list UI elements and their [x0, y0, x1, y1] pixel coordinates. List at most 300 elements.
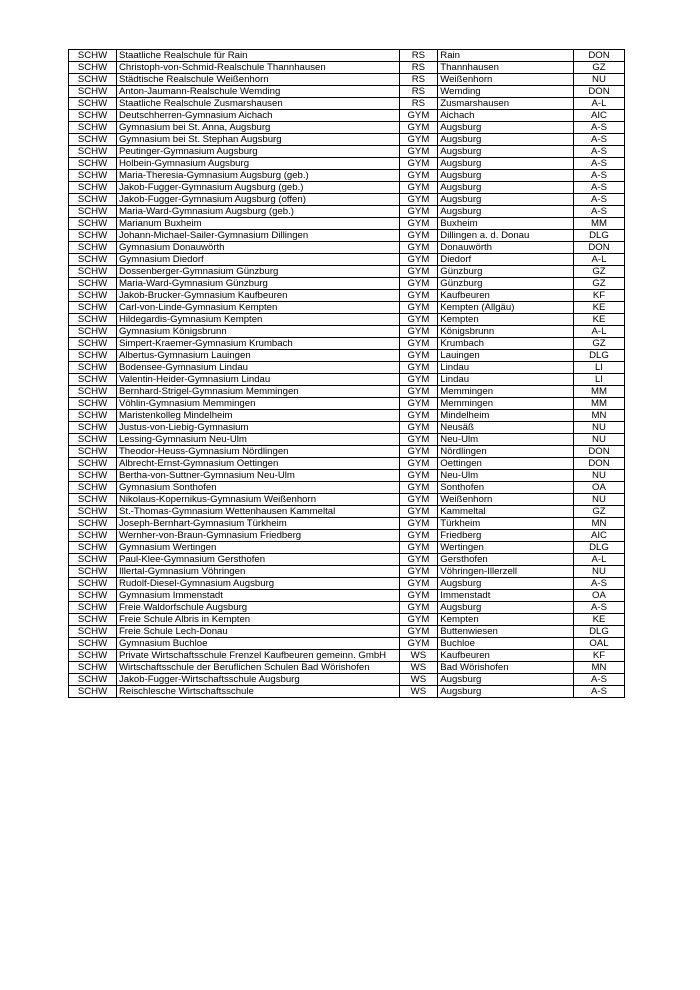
school-type-cell: GYM — [399, 554, 438, 566]
district-cell: NU — [573, 494, 624, 506]
region-cell: SCHW — [69, 446, 117, 458]
city-cell: Kempten — [438, 314, 574, 326]
school-name-cell: Freie Waldorfschule Augsburg — [116, 602, 399, 614]
district-cell: MM — [573, 218, 624, 230]
district-cell: A-S — [573, 686, 624, 698]
school-type-cell: WS — [399, 686, 438, 698]
table-row — [69, 458, 625, 470]
table-row — [69, 626, 625, 638]
table-row — [69, 662, 625, 674]
school-name-cell: Städtische Realschule Weißenhorn — [116, 74, 399, 86]
school-name-cell: Maria-Ward-Gymnasium Augsburg (geb.) — [116, 206, 399, 218]
city-cell: Lindau — [438, 374, 574, 386]
school-type-cell: GYM — [399, 254, 438, 266]
region-cell: SCHW — [69, 638, 117, 650]
city-cell: Augsburg — [438, 122, 574, 134]
city-cell: Augsburg — [438, 170, 574, 182]
school-name-cell: Anton-Jaumann-Realschule Wemding — [116, 86, 399, 98]
region-cell: SCHW — [69, 182, 117, 194]
city-cell: Memmingen — [438, 398, 574, 410]
district-cell: NU — [573, 566, 624, 578]
region-cell: SCHW — [69, 482, 117, 494]
city-cell: Augsburg — [438, 194, 574, 206]
city-cell: Augsburg — [438, 158, 574, 170]
school-name-cell: Deutschherren-Gymnasium Aichach — [116, 110, 399, 122]
city-cell: Günzburg — [438, 278, 574, 290]
table-row — [69, 530, 625, 542]
table-row — [69, 362, 625, 374]
table-row — [69, 566, 625, 578]
district-cell: MN — [573, 662, 624, 674]
city-cell: Kempten (Allgäu) — [438, 302, 574, 314]
table-row — [69, 422, 625, 434]
school-type-cell: GYM — [399, 386, 438, 398]
city-cell: Wemding — [438, 86, 574, 98]
table-row — [69, 194, 625, 206]
region-cell: SCHW — [69, 530, 117, 542]
table-row — [69, 218, 625, 230]
school-name-cell: Maria-Ward-Gymnasium Günzburg — [116, 278, 399, 290]
district-cell: A-S — [573, 170, 624, 182]
table-row — [69, 266, 625, 278]
city-cell: Augsburg — [438, 134, 574, 146]
school-type-cell: GYM — [399, 362, 438, 374]
school-name-cell: Valentin-Heider-Gymnasium Lindau — [116, 374, 399, 386]
school-name-cell: Albrecht-Ernst-Gymnasium Oettingen — [116, 458, 399, 470]
school-name-cell: Gymnasium bei St. Stephan Augsburg — [116, 134, 399, 146]
school-type-cell: GYM — [399, 326, 438, 338]
school-type-cell: GYM — [399, 110, 438, 122]
region-cell: SCHW — [69, 110, 117, 122]
school-name-cell: Holbein-Gymnasium Augsburg — [116, 158, 399, 170]
region-cell: SCHW — [69, 314, 117, 326]
city-cell: Neu-Ulm — [438, 470, 574, 482]
school-name-cell: Bertha-von-Suttner-Gymnasium Neu-Ulm — [116, 470, 399, 482]
district-cell: OA — [573, 590, 624, 602]
district-cell: DON — [573, 242, 624, 254]
district-cell: A-S — [573, 182, 624, 194]
table-row — [69, 158, 625, 170]
region-cell: SCHW — [69, 662, 117, 674]
school-type-cell: RS — [399, 50, 438, 62]
region-cell: SCHW — [69, 278, 117, 290]
school-name-cell: Private Wirtschaftsschule Frenzel Kaufbeuren gemeinn. GmbH — [116, 650, 399, 662]
region-cell: SCHW — [69, 578, 117, 590]
region-cell: SCHW — [69, 374, 117, 386]
school-type-cell: GYM — [399, 338, 438, 350]
region-cell: SCHW — [69, 434, 117, 446]
school-type-cell: GYM — [399, 290, 438, 302]
school-name-cell: Bodensee-Gymnasium Lindau — [116, 362, 399, 374]
district-cell: DON — [573, 86, 624, 98]
table-row — [69, 338, 625, 350]
district-cell: A-S — [573, 602, 624, 614]
school-type-cell: GYM — [399, 146, 438, 158]
region-cell: SCHW — [69, 422, 117, 434]
school-type-cell: GYM — [399, 614, 438, 626]
school-type-cell: GYM — [399, 530, 438, 542]
table-row — [69, 302, 625, 314]
table-row — [69, 386, 625, 398]
school-name-cell: Gymnasium Diedorf — [116, 254, 399, 266]
table-row — [69, 242, 625, 254]
table-row — [69, 434, 625, 446]
region-cell: SCHW — [69, 170, 117, 182]
city-cell: Neusäß — [438, 422, 574, 434]
district-cell: A-L — [573, 98, 624, 110]
city-cell: Krumbach — [438, 338, 574, 350]
district-cell: A-S — [573, 158, 624, 170]
city-cell: Augsburg — [438, 578, 574, 590]
region-cell: SCHW — [69, 194, 117, 206]
table-row — [69, 314, 625, 326]
table-row — [69, 482, 625, 494]
school-name-cell: Maristenkolleg Mindelheim — [116, 410, 399, 422]
city-cell: Buttenwiesen — [438, 626, 574, 638]
city-cell: Lauingen — [438, 350, 574, 362]
city-cell: Aichach — [438, 110, 574, 122]
school-type-cell: RS — [399, 98, 438, 110]
district-cell: A-L — [573, 254, 624, 266]
school-type-cell: GYM — [399, 566, 438, 578]
region-cell: SCHW — [69, 350, 117, 362]
table-row — [69, 638, 625, 650]
school-name-cell: Jakob-Fugger-Gymnasium Augsburg (offen) — [116, 194, 399, 206]
district-cell: GZ — [573, 278, 624, 290]
district-cell: DLG — [573, 230, 624, 242]
school-type-cell: GYM — [399, 518, 438, 530]
district-cell: DLG — [573, 350, 624, 362]
region-cell: SCHW — [69, 290, 117, 302]
region-cell: SCHW — [69, 62, 117, 74]
region-cell: SCHW — [69, 74, 117, 86]
school-name-cell: Justus-von-Liebig-Gymnasium — [116, 422, 399, 434]
district-cell: DON — [573, 446, 624, 458]
school-type-cell: GYM — [399, 446, 438, 458]
table-row — [69, 590, 625, 602]
city-cell: Türkheim — [438, 518, 574, 530]
city-cell: Günzburg — [438, 266, 574, 278]
school-name-cell: Dossenberger-Gymnasium Günzburg — [116, 266, 399, 278]
district-cell: DLG — [573, 626, 624, 638]
school-type-cell: GYM — [399, 578, 438, 590]
school-name-cell: Wernher-von-Braun-Gymnasium Friedberg — [116, 530, 399, 542]
city-cell: Weißenhorn — [438, 74, 574, 86]
city-cell: Friedberg — [438, 530, 574, 542]
school-name-cell: Freie Schule Albris in Kempten — [116, 614, 399, 626]
school-name-cell: Theodor-Heuss-Gymnasium Nördlingen — [116, 446, 399, 458]
region-cell: SCHW — [69, 206, 117, 218]
school-type-cell: GYM — [399, 134, 438, 146]
region-cell: SCHW — [69, 242, 117, 254]
school-type-cell: WS — [399, 662, 438, 674]
table-row — [69, 650, 625, 662]
school-name-cell: Staatliche Realschule Zusmarshausen — [116, 98, 399, 110]
region-cell: SCHW — [69, 494, 117, 506]
region-cell: SCHW — [69, 254, 117, 266]
school-name-cell: Peutinger-Gymnasium Augsburg — [116, 146, 399, 158]
region-cell: SCHW — [69, 338, 117, 350]
city-cell: Augsburg — [438, 146, 574, 158]
table-row — [69, 446, 625, 458]
table-row — [69, 554, 625, 566]
school-type-cell: GYM — [399, 542, 438, 554]
district-cell: NU — [573, 470, 624, 482]
city-cell: Nördlingen — [438, 446, 574, 458]
table-row — [69, 50, 625, 62]
school-type-cell: GYM — [399, 638, 438, 650]
school-type-cell: GYM — [399, 242, 438, 254]
table-row — [69, 62, 625, 74]
region-cell: SCHW — [69, 470, 117, 482]
district-cell: A-S — [573, 134, 624, 146]
table-row — [69, 98, 625, 110]
school-name-cell: Lessing-Gymnasium Neu-Ulm — [116, 434, 399, 446]
district-cell: MN — [573, 518, 624, 530]
school-name-cell: Jakob-Brucker-Gymnasium Kaufbeuren — [116, 290, 399, 302]
district-cell: NU — [573, 434, 624, 446]
table-row — [69, 74, 625, 86]
table-row — [69, 374, 625, 386]
city-cell: Augsburg — [438, 686, 574, 698]
school-name-cell: Simpert-Kraemer-Gymnasium Krumbach — [116, 338, 399, 350]
school-name-cell: Gymnasium bei St. Anna, Augsburg — [116, 122, 399, 134]
district-cell: MM — [573, 386, 624, 398]
table-row — [69, 578, 625, 590]
city-cell: Kaufbeuren — [438, 290, 574, 302]
region-cell: SCHW — [69, 146, 117, 158]
district-cell: AIC — [573, 110, 624, 122]
city-cell: Lindau — [438, 362, 574, 374]
region-cell: SCHW — [69, 86, 117, 98]
school-type-cell: GYM — [399, 314, 438, 326]
region-cell: SCHW — [69, 626, 117, 638]
school-type-cell: GYM — [399, 494, 438, 506]
school-name-cell: Joseph-Bernhart-Gymnasium Türkheim — [116, 518, 399, 530]
district-cell: A-S — [573, 122, 624, 134]
school-name-cell: Gymnasium Wertingen — [116, 542, 399, 554]
school-type-cell: GYM — [399, 458, 438, 470]
district-cell: NU — [573, 422, 624, 434]
region-cell: SCHW — [69, 386, 117, 398]
district-cell: LI — [573, 374, 624, 386]
school-type-cell: GYM — [399, 218, 438, 230]
city-cell: Wertingen — [438, 542, 574, 554]
city-cell: Kempten — [438, 614, 574, 626]
city-cell: Augsburg — [438, 206, 574, 218]
school-name-cell: Gymnasium Immenstadt — [116, 590, 399, 602]
table-row — [69, 122, 625, 134]
district-cell: KF — [573, 650, 624, 662]
table-row — [69, 494, 625, 506]
region-cell: SCHW — [69, 266, 117, 278]
school-type-cell: GYM — [399, 434, 438, 446]
city-cell: Buxheim — [438, 218, 574, 230]
school-type-cell: GYM — [399, 194, 438, 206]
region-cell: SCHW — [69, 158, 117, 170]
school-type-cell: GYM — [399, 122, 438, 134]
school-type-cell: GYM — [399, 422, 438, 434]
school-type-cell: GYM — [399, 398, 438, 410]
city-cell: Augsburg — [438, 674, 574, 686]
region-cell: SCHW — [69, 614, 117, 626]
district-cell: KF — [573, 290, 624, 302]
region-cell: SCHW — [69, 134, 117, 146]
district-cell: GZ — [573, 338, 624, 350]
district-cell: GZ — [573, 266, 624, 278]
city-cell: Mindelheim — [438, 410, 574, 422]
school-name-cell: Gymnasium Sonthofen — [116, 482, 399, 494]
region-cell: SCHW — [69, 98, 117, 110]
school-type-cell: RS — [399, 74, 438, 86]
city-cell: Königsbrunn — [438, 326, 574, 338]
table-row — [69, 170, 625, 182]
city-cell: Weißenhorn — [438, 494, 574, 506]
city-cell: Bad Wörishofen — [438, 662, 574, 674]
school-type-cell: GYM — [399, 626, 438, 638]
region-cell: SCHW — [69, 542, 117, 554]
district-cell: DON — [573, 458, 624, 470]
school-type-cell: GYM — [399, 230, 438, 242]
city-cell: Kammeltal — [438, 506, 574, 518]
city-cell: Augsburg — [438, 182, 574, 194]
table-row — [69, 518, 625, 530]
table-row — [69, 230, 625, 242]
school-name-cell: Christoph-von-Schmid-Realschule Thannhausen — [116, 62, 399, 74]
district-cell: KE — [573, 614, 624, 626]
district-cell: A-S — [573, 206, 624, 218]
school-type-cell: GYM — [399, 482, 438, 494]
school-type-cell: GYM — [399, 350, 438, 362]
school-name-cell: Illertal-Gymnasium Vöhringen — [116, 566, 399, 578]
school-type-cell: GYM — [399, 590, 438, 602]
table-row — [69, 614, 625, 626]
region-cell: SCHW — [69, 218, 117, 230]
school-name-cell: Gymnasium Königsbrunn — [116, 326, 399, 338]
table-row — [69, 254, 625, 266]
table-row — [69, 278, 625, 290]
city-cell: Buchloe — [438, 638, 574, 650]
school-name-cell: Jakob-Fugger-Gymnasium Augsburg (geb.) — [116, 182, 399, 194]
city-cell: Immenstadt — [438, 590, 574, 602]
school-type-cell: GYM — [399, 266, 438, 278]
school-name-cell: Maria-Theresia-Gymnasium Augsburg (geb.) — [116, 170, 399, 182]
city-cell: Rain — [438, 50, 574, 62]
region-cell: SCHW — [69, 590, 117, 602]
region-cell: SCHW — [69, 518, 117, 530]
school-type-cell: WS — [399, 674, 438, 686]
table-row — [69, 686, 625, 698]
school-type-cell: GYM — [399, 206, 438, 218]
city-cell: Memmingen — [438, 386, 574, 398]
school-type-cell: GYM — [399, 602, 438, 614]
city-cell: Augsburg — [438, 602, 574, 614]
table-row — [69, 410, 625, 422]
table-row — [69, 86, 625, 98]
district-cell: LI — [573, 362, 624, 374]
district-cell: AIC — [573, 530, 624, 542]
school-name-cell: Wirtschaftsschule der Beruflichen Schulen Bad Wörishofen — [116, 662, 399, 674]
school-name-cell: Hildegardis-Gymnasium Kempten — [116, 314, 399, 326]
school-type-cell: GYM — [399, 278, 438, 290]
region-cell: SCHW — [69, 302, 117, 314]
region-cell: SCHW — [69, 650, 117, 662]
city-cell: Neu-Ulm — [438, 434, 574, 446]
school-name-cell: Marianum Buxheim — [116, 218, 399, 230]
school-name-cell: Reischlesche Wirtschaftsschule — [116, 686, 399, 698]
table-row — [69, 182, 625, 194]
region-cell: SCHW — [69, 458, 117, 470]
table-row — [69, 134, 625, 146]
district-cell: GZ — [573, 506, 624, 518]
table-row — [69, 206, 625, 218]
school-name-cell: Gymnasium Donauwörth — [116, 242, 399, 254]
city-cell: Thannhausen — [438, 62, 574, 74]
school-name-cell: Johann-Michael-Sailer-Gymnasium Dillingen — [116, 230, 399, 242]
table-row — [69, 674, 625, 686]
school-name-cell: Jakob-Fugger-Wirtschaftsschule Augsburg — [116, 674, 399, 686]
table-row — [69, 398, 625, 410]
city-cell: Sonthofen — [438, 482, 574, 494]
region-cell: SCHW — [69, 122, 117, 134]
table-row — [69, 470, 625, 482]
region-cell: SCHW — [69, 326, 117, 338]
school-name-cell: Rudolf-Diesel-Gymnasium Augsburg — [116, 578, 399, 590]
school-name-cell: Nikolaus-Kopernikus-Gymnasium Weißenhorn — [116, 494, 399, 506]
table-row — [69, 602, 625, 614]
region-cell: SCHW — [69, 362, 117, 374]
school-type-cell: RS — [399, 86, 438, 98]
table-row — [69, 110, 625, 122]
district-cell: OAL — [573, 638, 624, 650]
district-cell: MM — [573, 398, 624, 410]
district-cell: MN — [573, 410, 624, 422]
school-type-cell: GYM — [399, 410, 438, 422]
school-name-cell: Vöhlin-Gymnasium Memmingen — [116, 398, 399, 410]
school-type-cell: WS — [399, 650, 438, 662]
region-cell: SCHW — [69, 602, 117, 614]
school-table — [68, 49, 625, 698]
region-cell: SCHW — [69, 506, 117, 518]
school-type-cell: RS — [399, 62, 438, 74]
region-cell: SCHW — [69, 686, 117, 698]
city-cell: Donauwörth — [438, 242, 574, 254]
district-cell: A-L — [573, 326, 624, 338]
table-row — [69, 290, 625, 302]
table-row — [69, 350, 625, 362]
district-cell: DON — [573, 50, 624, 62]
school-type-cell: GYM — [399, 470, 438, 482]
school-table-body — [69, 50, 625, 698]
region-cell: SCHW — [69, 398, 117, 410]
school-name-cell: Staatliche Realschule für Rain — [116, 50, 399, 62]
district-cell: A-S — [573, 578, 624, 590]
district-cell: A-S — [573, 194, 624, 206]
region-cell: SCHW — [69, 674, 117, 686]
district-cell: GZ — [573, 62, 624, 74]
district-cell: A-S — [573, 674, 624, 686]
school-type-cell: GYM — [399, 158, 438, 170]
district-cell: NU — [573, 74, 624, 86]
school-type-cell: GYM — [399, 182, 438, 194]
city-cell: Dillingen a. d. Donau — [438, 230, 574, 242]
school-name-cell: Freie Schule Lech-Donau — [116, 626, 399, 638]
region-cell: SCHW — [69, 566, 117, 578]
school-name-cell: St.-Thomas-Gymnasium Wettenhausen Kammeltal — [116, 506, 399, 518]
table-row — [69, 326, 625, 338]
school-name-cell: Carl-von-Linde-Gymnasium Kempten — [116, 302, 399, 314]
city-cell: Kaufbeuren — [438, 650, 574, 662]
